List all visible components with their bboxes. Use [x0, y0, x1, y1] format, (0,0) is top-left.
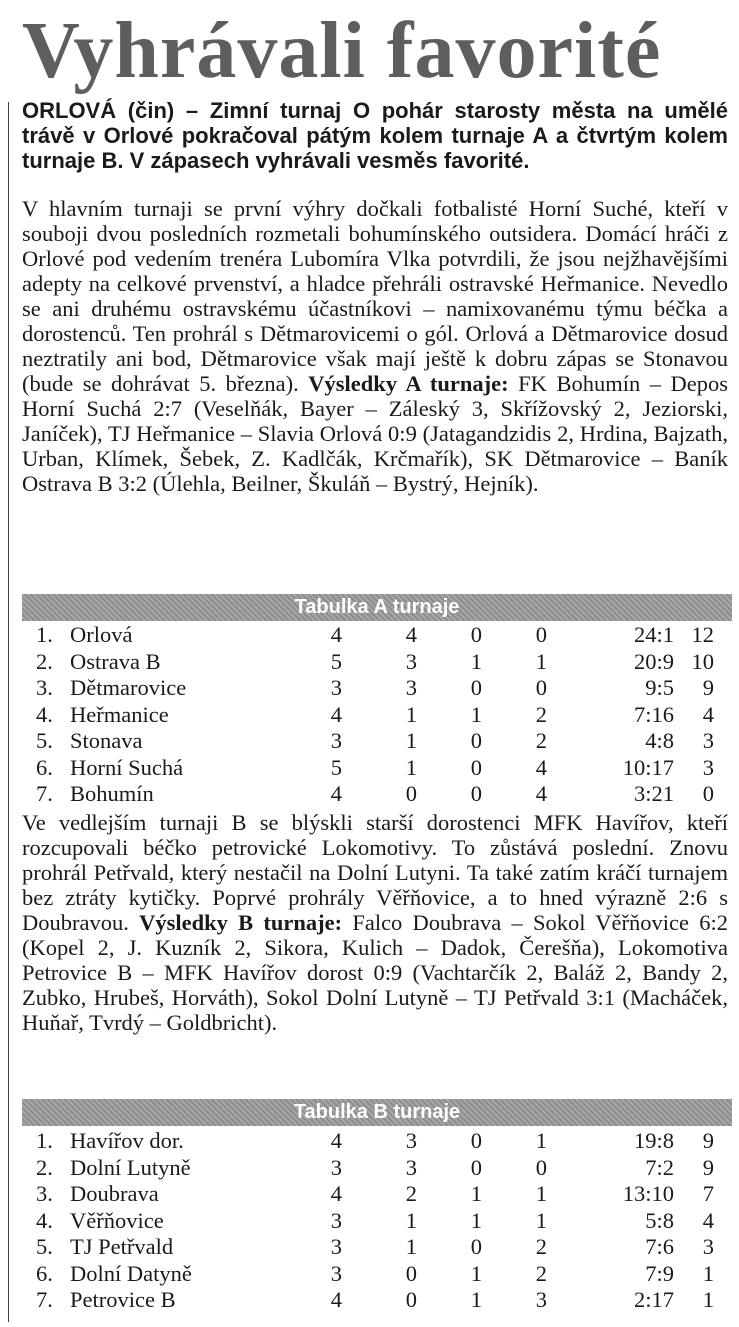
played-cell: 4	[330, 1181, 342, 1206]
points-cell: 9	[702, 675, 714, 700]
wins-cell: 3	[405, 648, 417, 674]
draws-cell: 0	[470, 728, 482, 753]
losses-cell: 0	[535, 1154, 547, 1180]
team-cell: Bohumín	[70, 781, 154, 806]
score-cell: 13:10	[622, 1181, 674, 1206]
draws-cell: 1	[470, 648, 482, 674]
table-a-header	[22, 594, 732, 621]
results-label: Výsledky A turnaje:	[308, 371, 509, 396]
losses-cell: 4	[535, 754, 547, 780]
points-cell: 1	[702, 1287, 714, 1312]
played-cell: 5	[330, 754, 342, 780]
played-cell: 3	[330, 675, 342, 700]
team-cell: TJ Petřvald	[70, 1234, 174, 1259]
losses-cell: 1	[535, 1128, 547, 1153]
team-cell: Dolní Datyně	[70, 1260, 192, 1286]
wins-cell: 3	[405, 675, 417, 700]
table-b-title: Tabulka B turnaje	[293, 1101, 461, 1123]
column-rule	[8, 102, 9, 1322]
team-cell: Heřmanice	[70, 701, 169, 727]
position-cell: 6.	[36, 754, 53, 780]
results-label: Výsledky B turnaje:	[139, 910, 343, 935]
score-cell: 5:8	[645, 1207, 674, 1233]
wins-cell: 1	[405, 701, 417, 727]
losses-cell: 1	[535, 1207, 547, 1233]
position-cell: 6.	[36, 1260, 53, 1286]
position-cell: 5.	[36, 1234, 53, 1259]
score-cell: 4:8	[645, 728, 674, 753]
wins-cell: 1	[405, 1234, 417, 1259]
score-cell: 10:17	[622, 754, 674, 780]
position-cell: 1.	[36, 1128, 53, 1153]
points-cell: 3	[702, 754, 714, 780]
points-cell: 9	[702, 1128, 714, 1153]
played-cell: 3	[330, 728, 342, 753]
score-cell: 24:1	[633, 622, 674, 647]
table-row	[22, 1208, 732, 1235]
score-cell: 7:9	[645, 1260, 674, 1286]
points-cell: 12	[691, 622, 714, 647]
team-cell: Havířov dor.	[70, 1128, 184, 1153]
lead-paragraph: ORLOVÁ (čin) – Zimní turnaj O pohár starosty města na umělé trávě v Orlové pokračoval pátým kolem turnaje A a čtvrtým kolem turnaje B. V zápasech vyhrávali vesměs favorité.	[22, 98, 728, 173]
draws-cell: 0	[470, 622, 482, 647]
wins-cell: 3	[405, 1128, 417, 1153]
points-cell: 4	[702, 1207, 714, 1233]
score-cell: 9:5	[645, 675, 674, 700]
wins-cell: 1	[405, 754, 417, 780]
losses-cell: 0	[535, 675, 547, 700]
losses-cell: 2	[535, 701, 547, 727]
position-cell: 7.	[36, 781, 53, 806]
played-cell: 3	[330, 1207, 342, 1233]
points-cell: 4	[702, 701, 714, 727]
played-cell: 4	[330, 622, 342, 647]
results-text: FK Bohumín – Depos Horní Suchá 2:7 (Veselňák, Bayer – Záleský 3, Skřížovský 2, Jeziorski, Janíček), TJ Heřmanice – Slavia Orlová 0:9 (Jatagandzidis 2, Hrdina, Bajzath, Urban, Klímek, Šebek, Z. Kadlčák, Krčmařík), SK Dětmarovice – Baník Ostrava B 3:2 (Úlehla, Beilner, Škuláň – Bystrý, Hejník).	[22, 371, 729, 496]
table-row	[22, 1181, 732, 1208]
draws-cell: 1	[470, 1207, 482, 1233]
played-cell: 3	[330, 1234, 342, 1259]
played-cell: 3	[330, 1260, 342, 1286]
team-cell: Orlová	[70, 622, 133, 647]
headline: Vyhrávali favorité	[22, 7, 662, 95]
team-cell: Stonava	[70, 728, 143, 753]
table-row	[22, 728, 732, 755]
wins-cell: 4	[405, 622, 417, 647]
table-row	[22, 1261, 732, 1288]
table-row	[22, 649, 732, 676]
paragraph-text: V hlavním turnaji se první výhry dočkali fotbalisté Horní Suché, kteří v souboji dvou posledních rozmetali bohumínského outsidera. Domácí hráči z Orlové pod vedením trenéra Lubomíra Vlka potvrdili, že jsou nejžhavějšími adepty na celkové prvenství, a hladce přehráli ostravské Heřmanice. Nevedlo se ani druhému ostravskému účastníkovi – namixovanému týmu béčka a dorostenců. Ten prohrál s Dětmarovicemi o gól. Orlová a Dětmarovice dosud neztratily ani bod, Dětmarovice však mají ještě k dobru zápas se Stonavou (bude se dohrávat 5. března).	[22, 196, 728, 396]
points-cell: 1	[702, 1260, 714, 1286]
table-row	[22, 702, 732, 729]
table-row	[22, 1234, 732, 1261]
team-cell: Věřňovice	[70, 1207, 164, 1233]
points-cell: 7	[702, 1181, 714, 1206]
wins-cell: 0	[405, 781, 417, 806]
draws-cell: 0	[470, 1154, 482, 1180]
played-cell: 3	[330, 1154, 342, 1180]
position-cell: 2.	[36, 1154, 53, 1180]
position-cell: 1.	[36, 622, 53, 647]
draws-cell: 0	[470, 675, 482, 700]
wins-cell: 0	[405, 1260, 417, 1286]
losses-cell: 0	[535, 622, 547, 647]
points-cell: 10	[691, 648, 714, 674]
points-cell: 0	[702, 781, 714, 806]
score-cell: 7:6	[645, 1234, 674, 1259]
position-cell: 3.	[36, 1181, 53, 1206]
team-cell: Dětmarovice	[70, 675, 187, 700]
position-cell: 2.	[36, 648, 53, 674]
wins-cell: 2	[405, 1181, 417, 1206]
table-b-header	[22, 1099, 732, 1126]
losses-cell: 1	[535, 648, 547, 674]
score-cell: 19:8	[633, 1128, 674, 1153]
score-cell: 2:17	[633, 1287, 674, 1312]
wins-cell: 0	[405, 1287, 417, 1312]
score-cell: 3:21	[633, 781, 674, 806]
position-cell: 4.	[36, 701, 53, 727]
table-b	[22, 1128, 732, 1314]
draws-cell: 1	[470, 1287, 482, 1312]
table-row	[22, 755, 732, 782]
draws-cell: 0	[470, 1234, 482, 1259]
table-row	[22, 781, 732, 808]
played-cell: 4	[330, 1287, 342, 1312]
table-a-title: Tabulka A turnaje	[294, 596, 460, 618]
draws-cell: 1	[470, 701, 482, 727]
points-cell: 3	[702, 1234, 714, 1259]
paragraph-text: Ve vedlejším turnaji B se blýskli starší dorostenci MFK Havířov, kteří rozcupovali béčko petrovické Lokomotivy. To zůstává poslední. Znovu prohrál Petřvald, který nestačil na Dolní Lutyni. Ta také zatím kráčí turnajem bez ztráty kytičky. Poprvé prohrály Věřňovice, a to hned výrazně 2:6 s Doubravou.	[22, 810, 728, 935]
losses-cell: 1	[535, 1181, 547, 1206]
played-cell: 4	[330, 1128, 342, 1153]
team-cell: Dolní Lutyně	[70, 1154, 191, 1180]
draws-cell: 0	[470, 1128, 482, 1153]
table-a	[22, 622, 732, 808]
points-cell: 3	[702, 728, 714, 753]
team-cell: Doubrava	[70, 1181, 159, 1206]
losses-cell: 4	[535, 781, 547, 806]
table-row	[22, 1155, 732, 1182]
results-text: Falco Doubrava – Sokol Věřňovice 6:2 (Kopel 2, J. Kuzník 2, Sikora, Kulich – Dadok, Čerešňa), Lokomotiva Petrovice B – MFK Havířov dorost 0:9 (Vachtarčík 2, Baláž 2, Bandy 2, Zubko, Hrubeš, Horváth), Sokol Dolní Lutyně – TJ Petřvald 3:1 (Macháček, Huňař, Tvrdý – Goldbricht).	[22, 910, 728, 1035]
losses-cell: 2	[535, 728, 547, 753]
article-paragraph-1	[22, 196, 728, 496]
played-cell: 5	[330, 648, 342, 674]
team-cell: Petrovice B	[70, 1287, 176, 1312]
wins-cell: 1	[405, 728, 417, 753]
draws-cell: 1	[470, 1260, 482, 1286]
losses-cell: 2	[535, 1234, 547, 1259]
wins-cell: 3	[405, 1154, 417, 1180]
losses-cell: 2	[535, 1260, 547, 1286]
position-cell: 3.	[36, 675, 53, 700]
played-cell: 4	[330, 781, 342, 806]
position-cell: 5.	[36, 728, 53, 753]
draws-cell: 0	[470, 754, 482, 780]
table-row	[22, 622, 732, 649]
position-cell: 4.	[36, 1207, 53, 1233]
draws-cell: 1	[470, 1181, 482, 1206]
losses-cell: 3	[535, 1287, 547, 1312]
table-row	[22, 675, 732, 702]
score-cell: 7:2	[645, 1154, 674, 1180]
draws-cell: 0	[470, 781, 482, 806]
played-cell: 4	[330, 701, 342, 727]
wins-cell: 1	[405, 1207, 417, 1233]
table-row	[22, 1287, 732, 1314]
score-cell: 7:16	[633, 701, 674, 727]
article-paragraph-2	[22, 810, 728, 1035]
team-cell: Horní Suchá	[70, 754, 184, 780]
points-cell: 9	[702, 1154, 714, 1180]
score-cell: 20:9	[633, 648, 674, 674]
position-cell: 7.	[36, 1287, 53, 1312]
table-row	[22, 1128, 732, 1155]
team-cell: Ostrava B	[70, 648, 161, 674]
